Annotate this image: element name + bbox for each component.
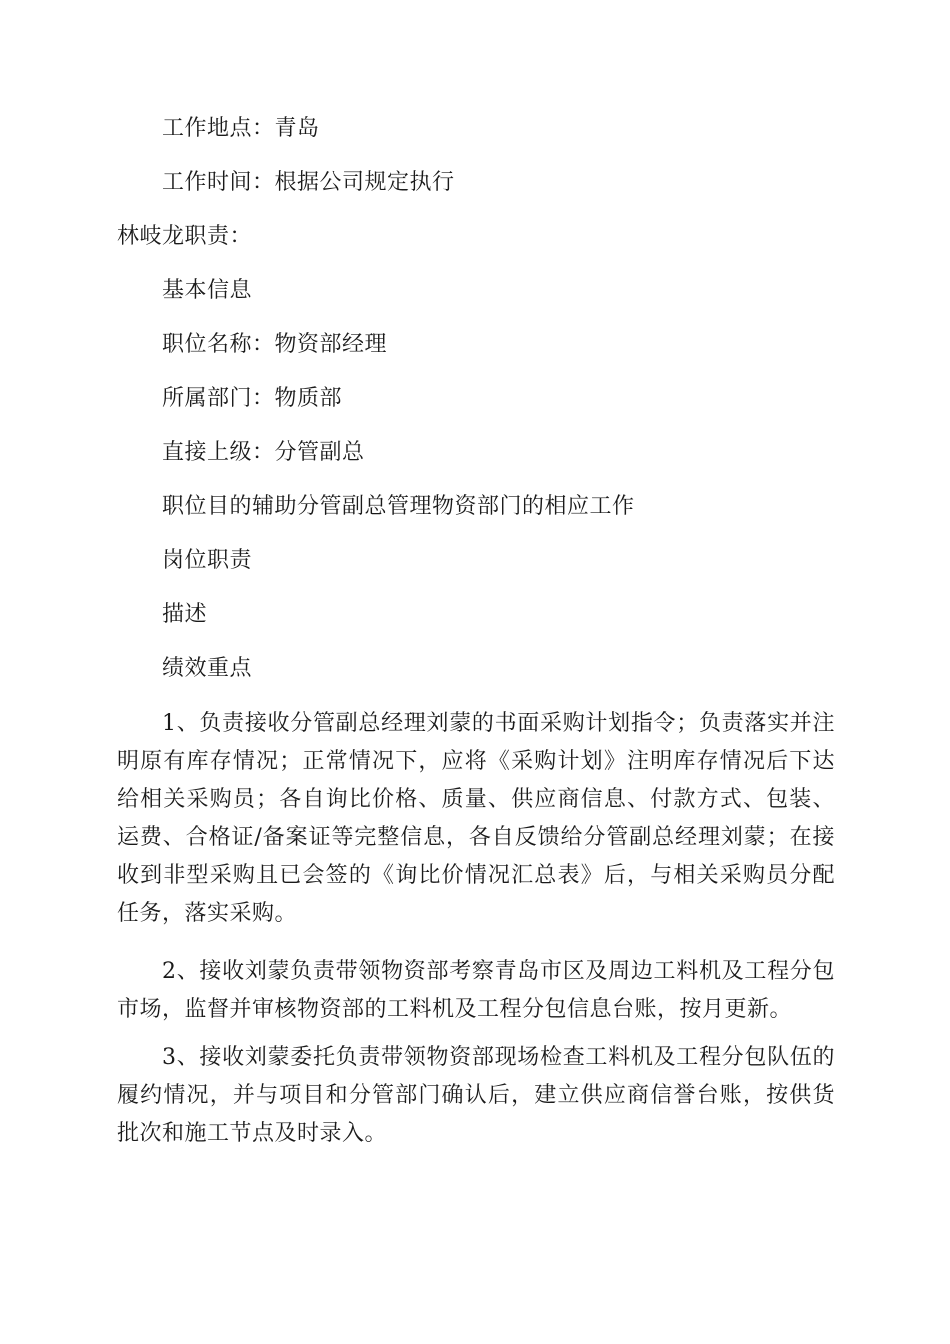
position-name-line: 职位名称：物资部经理 <box>162 332 388 357</box>
duties-label: 岗位职责 <box>162 548 253 573</box>
position-purpose-line: 职位目的辅助分管副总管理物资部门的相应工作 <box>162 494 635 519</box>
department-line: 所属部门：物质部 <box>162 386 343 411</box>
basic-info-label: 基本信息 <box>162 278 253 303</box>
duty-paragraph-2: 2、接收刘蒙负责带领物资部考察青岛市区及周边工料机及工程分包市场，监督并审核物资部的工料机及工程分包信息台账，按月更新。 <box>117 959 835 1022</box>
work-location-line: 工作地点：青岛 <box>162 116 320 141</box>
duty-paragraph-3: 3、接收刘蒙委托负责带领物资部现场检查工料机及工程分包队伍的履约情况，并与项目和分管部门确认后，建立供应商信誉台账，按供货批次和施工节点及时录入。 <box>117 1045 835 1146</box>
work-time-line: 工作时间：根据公司规定执行 <box>162 170 455 195</box>
description-label: 描述 <box>162 602 208 627</box>
performance-focus-label: 绩效重点 <box>162 656 253 681</box>
duty-paragraph-1: 1、负责接收分管副总经理刘蒙的书面采购计划指令；负责落实并注明原有库存情况；正常情况下，应将《采购计划》注明库存情况后下达给相关采购员；各自询比价格、质量、供应商信息、付款方式、包装、运费、合格证/备案证等完整信息，各自反馈给分管副总经理刘蒙；在接收到非型采购且已会签的《询比价情况汇总表》后，与相关采购员分配任务，落实采购。 <box>117 711 835 926</box>
supervisor-line: 直接上级：分管副总 <box>162 440 365 465</box>
duty-heading: 林岐龙职责： <box>117 224 253 249</box>
